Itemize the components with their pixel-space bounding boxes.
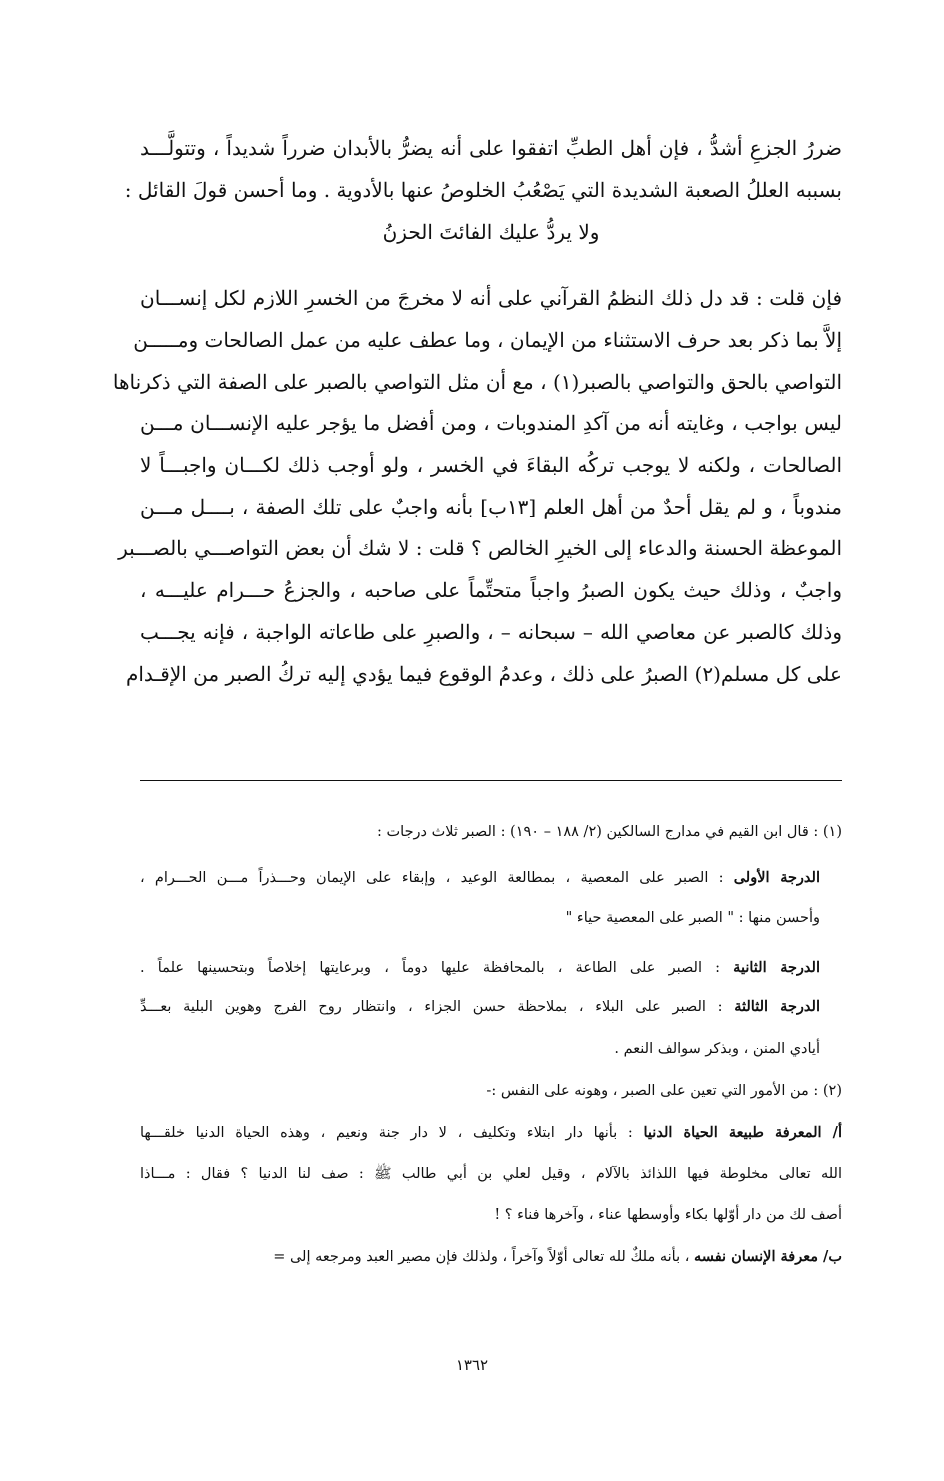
- footnote-line: [140, 1079, 842, 1103]
- text-line: وذلك كالصبر عن معاصي الله – سبحانه – ، والصبرِ على طاعاته الواجبة ، فإنه يجـــب: [140, 620, 842, 644]
- footnote-text: الله تعالى مخلوطة فيها اللذائذ بالآلام ، وقيل لعلي بن أبي طالب ﷺ : صف لنا الدنيا ؟ فقال : مـــاذا: [140, 1166, 842, 1182]
- text-line: مندوباً ، و لم يقل أحدٌ من أهل العلم [١٣ب] بأنه واجبٌ على تلك الصفة ، بــــل مـــن: [140, 495, 842, 519]
- footnote-heading: الدرجة الثالثة: [734, 998, 820, 1015]
- footnote-text: أيادي المنن ، وبذكر سوالف النعم .: [614, 1041, 820, 1057]
- text-line: الموعظة الحسنة والدعاء إلى الخيرِ الخالص ؟ قلت : لا شك أن بعض التواصـــي بالصـــبر: [118, 536, 842, 560]
- text-line: واجبٌ ، وذلك حيث يكون الصبرُ واجباً متحتِّماً على صاحبه ، والجزعُ حـــرام عليـــه ،: [140, 578, 842, 602]
- text-line: الصالحات ، ولكنه لا يوجب تركُه البقاءَ في الخسر ، ولو أوجب ذلك لكـــان واجبـــاً لا: [140, 453, 842, 477]
- page-number: ١٣٦٢: [455, 1356, 489, 1374]
- footnote-text: : الصبر على المعصية ، بمطالعة الوعيد ، وإبقاء على الإيمان وحـــذراً مـــن الحـــرام ،: [140, 870, 734, 886]
- footnote-line: [140, 1203, 842, 1227]
- footnote-separator: [140, 780, 842, 781]
- footnote-text: : بأنها دار ابتلاء وتكليف ، لا دار جنة ونعيم ، وهذه الحياة الدنيا خلقـــها: [140, 1125, 644, 1141]
- footnote-line: [140, 820, 842, 844]
- footnote-line: [140, 1121, 842, 1145]
- text-line: فإن قلت : قد دل ذلك النظمُ القرآني على أنه لا مخرجَ من الخسرِ اللازم لكل إنســـان: [140, 286, 842, 310]
- text-line: التواصي بالحق والتواصي بالصبر(١) ، مع أن مثل التواصي بالصبر على الصفة التي ذكرناها: [112, 370, 842, 394]
- footnote-line: [140, 956, 820, 980]
- text-line: ليس بواجب ، وغايته أنه من آكدِ المندوبات ، ومن أفضل ما يؤجر عليه الإنســـان مـــن: [140, 411, 842, 435]
- footnote-text: (٢) : من الأمور التي تعين على الصبر ، وهونه على النفس :-: [486, 1083, 842, 1099]
- footnote-line: [140, 995, 820, 1019]
- footnote-heading: ب/ معرفة الإنسان نفسه: [694, 1248, 842, 1265]
- footnote-heading: الدرجة الأولى: [733, 869, 820, 886]
- text-line: بسببه العللُ الصعبة الشديدة التي يَصْعُبُ الخلوصُ عنها بالأدوية . وما أحسن قولَ القائل :: [124, 178, 842, 202]
- footnote-text: أصف لك من دار أوّلها بكاء وأوسطها عناء ، وآخرها فناء ؟ !: [494, 1207, 842, 1223]
- footnote-text: (١) : قال ابن القيم في مدارج السالكين (٢/ ١٨٨ – ١٩٠) : الصبر ثلاث درجات :: [377, 824, 842, 840]
- footnote-heading: الدرجة الثانية: [733, 959, 820, 976]
- footnote-text: ، بأنه ملكٌ لله تعالى أوّلاً وآخراً ، ولذلك فإن مصير العبد ومرجعه إلى =: [273, 1249, 695, 1265]
- text-line: ضررُ الجزعِ أشدُّ ، فإن أهل الطبِّ اتفقوا على أنه يضرُّ بالأبدان ضرراً شديداً ، وتتولَّـــد: [140, 136, 842, 160]
- footnote-text: : الصبر على البلاء ، بملاحظة حسن الجزاء ، وانتظار روح الفرج وهوين البلية بعـــدِّ: [140, 999, 735, 1015]
- footnote-line: [140, 866, 820, 890]
- footnote-text: وأحسن منها : " الصبر على المعصية حياء ": [565, 910, 820, 926]
- footnote-text: : الصبر على الطاعة ، بالمحافظة عليها دوماً ، وبرعايتها إخلاصاً وبتحسينها علماً .: [140, 960, 734, 976]
- verse-line: ولا يردُّ عليك الفائتَ الحزنُ: [382, 220, 600, 244]
- text-line: إلاَّ بما ذكر بعد حرف الاستثناء من الإيمان ، وما عطف عليه من عمل الصالحات ومـــــن: [133, 328, 842, 352]
- footnote-line: [140, 1245, 842, 1269]
- footnote-line: [140, 906, 820, 930]
- text-line: على كل مسلم(٢) الصبرُ على ذلك ، وعدمُ الوقوع فيما يؤدي إليه تركُ الصبر من الإقـدام: [125, 662, 842, 686]
- footnote-line: [140, 1162, 842, 1186]
- footnote-line: [140, 1037, 820, 1061]
- footnote-heading: أ/ المعرفة طبيعة الحياة الدنيا: [643, 1124, 842, 1141]
